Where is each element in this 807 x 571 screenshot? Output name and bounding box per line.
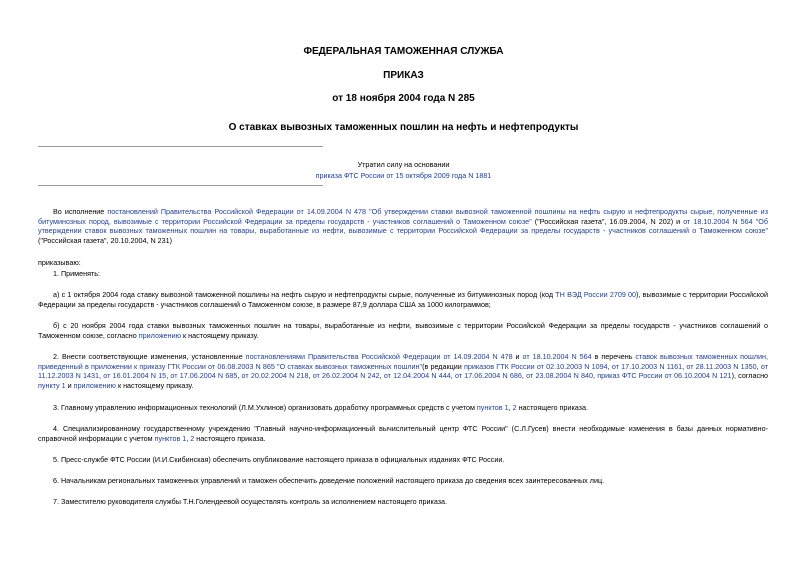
order-word: приказываю: bbox=[38, 258, 81, 267]
item-6: 6. Начальникам региональных таможенных управлений и таможен обеспечить доведение положений настоящего приказа до сведения всех заинтересованных лиц. bbox=[53, 476, 605, 485]
item-4 bbox=[38, 424, 768, 443]
item-7: 7. Заместителю руководителя службы Т.Н.Голендеевой осуществлять контроль за исполнением настоящего приказа. bbox=[53, 497, 448, 506]
item-2-link[interactable]: от 17.10.2003 N 1161 bbox=[611, 361, 683, 371]
item-3-text: настоящего приказа. bbox=[516, 403, 588, 412]
item-2-text: , bbox=[607, 361, 612, 371]
item-2-link[interactable]: от 12.04.2004 N 444 bbox=[383, 371, 451, 381]
item-4-text: 4. Специализированному государственному учреждению "Главный научно-информационный вычислительный центр ФТС России" (С.Л.Гусев) внести необходимые изменения в базы данных нормативно-справочной информации с учетом bbox=[38, 424, 768, 443]
divider-top bbox=[38, 146, 323, 147]
preamble-link-478[interactable]: постановлений Правительства Российской Федерации от 14.09.2004 N 478 "Об утверждении ставки вывозной таможенной пошлины на нефть сырую и нефтепродукты сырые, полученные из битуминозных пород, вывозимые с территории Российской Федерации за пределы государств - участников соглашений о Таможенном союзе" bbox=[38, 207, 768, 226]
status-text: Утратил силу на основании bbox=[357, 160, 450, 169]
item-2-text: , bbox=[756, 361, 761, 371]
item-2-link[interactable]: от 17.06.2004 N 686 bbox=[454, 371, 522, 381]
item-1a-text: ), вывозимые с территории Российской Федерации за пределы государств - участников соглашений о Таможенном союзе, в размере 87,9 доллара США за 1000 килограммов; bbox=[38, 290, 768, 309]
item-2-text: , bbox=[593, 371, 598, 381]
item-2-link[interactable]: ставок вывозных таможенных пошлин, приведенный в приложении к приказу ГТК России от 06.08.2003 N 865 "О ставках вывозных таможенных пошлин" bbox=[38, 352, 768, 371]
item-2-text: и bbox=[65, 380, 74, 390]
item-2-link[interactable]: постановлениями Правительства Российской Федерации от 14.09.2004 N 478 bbox=[245, 352, 513, 361]
document-title: О ставках вывозных таможенных пошлин на нефть и нефтепродукты bbox=[228, 122, 579, 133]
item-2-link[interactable]: пункту 1 bbox=[38, 380, 66, 390]
item-2-link[interactable]: от 23.08.2004 N 840 bbox=[526, 371, 594, 381]
item-2-text: , bbox=[379, 371, 384, 381]
item-3-text: , bbox=[508, 403, 513, 412]
item-1b bbox=[38, 321, 768, 340]
item-2-text: , bbox=[450, 371, 455, 381]
item-2-text: , bbox=[237, 371, 242, 381]
item-2-text: 2. Внести соответствующие изменения, установленные bbox=[53, 352, 246, 361]
item-2-link[interactable]: приложению bbox=[73, 380, 116, 390]
item-1a-link[interactable]: ТН ВЭД России 2709 00 bbox=[555, 290, 637, 299]
status-link[interactable]: приказа ФТС России от 15 октября 2009 года N 1881 bbox=[315, 171, 492, 180]
item-2-link[interactable]: приказов ГТК России от 02.10.2003 N 1094 bbox=[463, 361, 608, 371]
item-3-link[interactable]: пунктов 1 bbox=[476, 403, 509, 412]
item-2-link[interactable]: приказ ФТС России от 06.10.2004 N 121 bbox=[597, 371, 732, 381]
item-4-link[interactable]: пунктов 1 bbox=[154, 433, 187, 443]
item-2 bbox=[38, 352, 768, 390]
item-2-text: в перечень bbox=[591, 352, 636, 361]
item-2-link[interactable]: от 17.06.2004 N 685 bbox=[170, 371, 238, 381]
item-1: 1. Применять: bbox=[53, 269, 101, 278]
agency-heading: ФЕДЕРАЛЬНАЯ ТАМОЖЕННАЯ СЛУЖБА bbox=[303, 46, 504, 57]
preamble-text: Во исполнение bbox=[53, 207, 108, 216]
item-5: 5. Пресс-службе ФТС России (И.И.Скибинская) обеспечить опубликование настоящего приказа в официальных изданиях ФТС России. bbox=[53, 455, 505, 464]
item-2-text: , bbox=[308, 371, 313, 381]
item-2-text: и bbox=[512, 352, 523, 361]
item-2-text: , bbox=[521, 371, 527, 381]
item-2-text: (в редакции bbox=[422, 361, 464, 371]
item-1a bbox=[38, 290, 768, 309]
item-1b-text: б) с 20 ноября 2004 года ставки вывозных таможенных пошлин на товары, выработанные из нефти, вывозимые с территории Российской Федерации за пределы государств - участников соглашений о Таможенном союзе, согласно bbox=[38, 321, 768, 340]
date-number-heading: от 18 ноября 2004 года N 285 bbox=[332, 93, 475, 104]
item-3-text: 3. Главному управлению информационных технологий (Л.М.Ухлинов) организовать доработку программных средств с учетом bbox=[53, 403, 477, 412]
item-2-text: ), согласно bbox=[731, 371, 769, 381]
item-2-link[interactable]: от 20.02.2004 N 218 bbox=[241, 371, 309, 381]
item-4-text: , bbox=[186, 433, 191, 443]
item-1b-text: к настоящему приказу. bbox=[181, 330, 259, 340]
item-2-link[interactable]: от 18.10.2004 N 564 bbox=[522, 352, 592, 361]
preamble-link-564[interactable]: от 18.10.2004 N 564 "Об утверждении ставок вывозных таможенных пошлин на товары, выработанные из нефти, вывозимые с территории Российской Федерации за пределы государств - участников соглашений о Таможенном союзе" bbox=[38, 216, 768, 236]
divider-bottom bbox=[38, 185, 323, 186]
doc-type-heading: ПРИКАЗ bbox=[383, 70, 424, 81]
item-4-text: настоящего приказа. bbox=[194, 433, 266, 443]
item-3 bbox=[38, 403, 768, 413]
item-2-text: , bbox=[166, 371, 171, 381]
item-2-link[interactable]: от 11.12.2003 N 1431 bbox=[38, 361, 768, 381]
item-2-link[interactable]: от 26.02.2004 N 242 bbox=[312, 371, 380, 381]
item-4-link[interactable]: 2 bbox=[190, 433, 195, 443]
item-2-text: , bbox=[682, 361, 687, 371]
item-2-link[interactable]: от 16.01.2004 N 15 bbox=[103, 371, 167, 381]
item-1b-link[interactable]: приложению bbox=[138, 330, 182, 340]
item-3-link[interactable]: 2 bbox=[512, 403, 517, 412]
item-2-text: к настоящему приказу. bbox=[115, 380, 194, 390]
preamble-paragraph bbox=[38, 207, 768, 245]
preamble-text: ("Российская газета", 16.09.2004, N 202) и bbox=[531, 216, 684, 226]
item-2-link[interactable]: от 28.11.2003 N 1350 bbox=[686, 361, 757, 371]
item-2-text: , bbox=[99, 371, 104, 381]
item-1a-text: а) с 1 октября 2004 года ставку вывозной таможенной пошлины на нефть сырую и нефтепродукты сырые, полученные из битуминозных пород (код bbox=[53, 290, 556, 299]
preamble-text: ("Российская газета", 20.10.2004, N 231) bbox=[38, 235, 173, 245]
